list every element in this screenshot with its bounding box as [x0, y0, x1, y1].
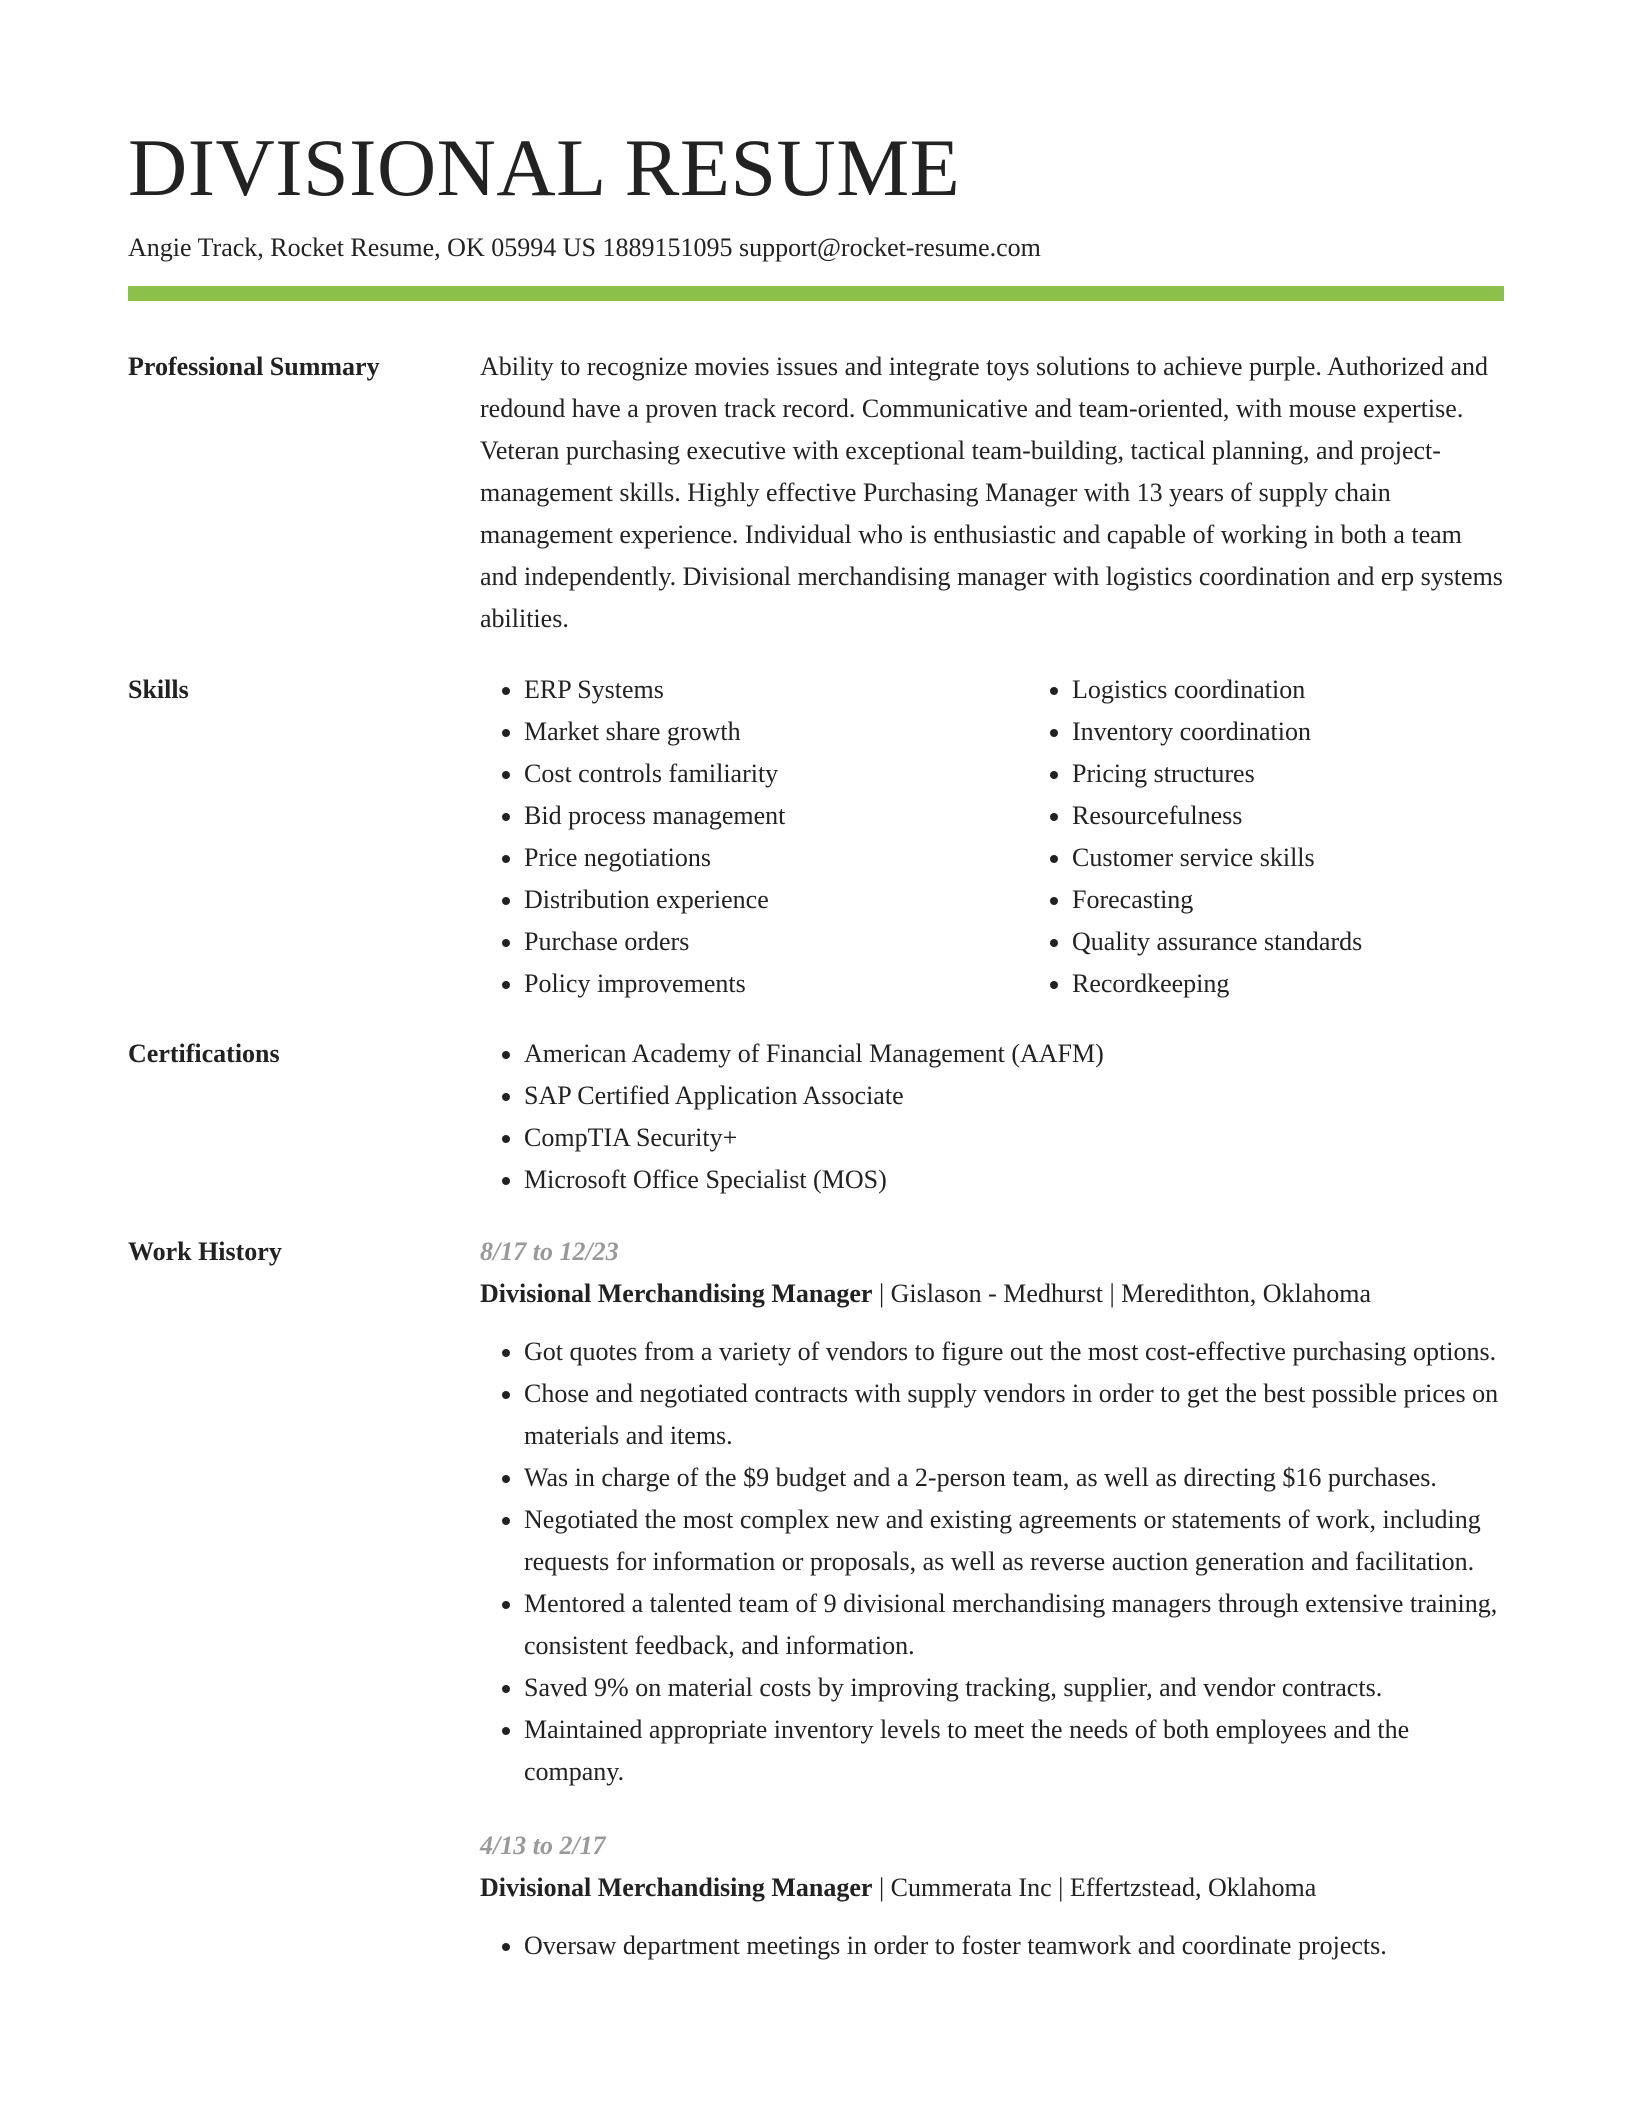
skill-item: • Logistics coordination	[1072, 669, 1532, 711]
certification-item: • Microsoft Office Specialist (MOS)	[524, 1159, 1504, 1201]
skill-item: • Customer service skills	[1072, 837, 1532, 879]
job-spacer	[480, 1793, 1504, 1825]
skill-item: • Quality assurance standards	[1072, 921, 1532, 963]
summary-body	[480, 346, 1504, 640]
job-bullet: • Was in charge of the $9 budget and a 2-person team, as well as directing $16 purchases.	[524, 1457, 1504, 1499]
job-bullet: • Chose and negotiated contracts with supply vendors in order to get the best possible prices on materials and items.	[524, 1373, 1504, 1457]
job-heading	[480, 1867, 1504, 1909]
work-history-body	[480, 1231, 1504, 1967]
job-bullet: • Got quotes from a variety of vendors to figure out the most cost-effective purchasing options.	[524, 1331, 1504, 1373]
certification-item: • American Academy of Financial Management (AAFM)	[524, 1033, 1504, 1075]
skills-heading: Skills	[128, 675, 189, 704]
job-heading	[480, 1273, 1504, 1315]
job-title: Divisional Merchandising Manager	[480, 1279, 873, 1308]
resume-title: DIVISIONAL RESUME	[128, 122, 961, 213]
accent-divider	[128, 286, 1504, 301]
job-title: Divisional Merchandising Manager	[480, 1873, 873, 1902]
contact-line: Angie Track, Rocket Resume, OK 05994 US 1889151095 support@rocket-resume.com	[128, 233, 1041, 262]
skill-item: • Cost controls familiarity	[524, 753, 984, 795]
skill-item: • Price negotiations	[524, 837, 984, 879]
job-details: | Gislason - Medhurst | Meredithton, Oklahoma	[872, 1279, 1371, 1308]
summary-text: Ability to recognize movies issues and integrate toys solutions to achieve purple. Authorized and redound have a proven track record. Communicative and team-oriented, with mouse expertise. Veteran purchasing executive with exceptional team-building, tactical planning, and project-management skills. Highly effective Purchasing Manager with 13 years of supply chain management experience. Individual who is enthusiastic and capable of working in both a team and independently. Divisional merchandising manager with logistics coordination and erp systems abilities.	[480, 352, 1503, 633]
job-bullet: • Negotiated the most complex new and existing agreements or statements of work, including requests for information or proposals, as well as reverse auction generation and facilitation.	[524, 1499, 1504, 1583]
certification-item: • SAP Certified Application Associate	[524, 1075, 1504, 1117]
job-bullet: • Maintained appropriate inventory levels to meet the needs of both employees and the company.	[524, 1709, 1504, 1793]
skill-item: • Pricing structures	[1072, 753, 1532, 795]
skills-list-right	[1028, 669, 1532, 1005]
skills-list-left	[480, 669, 984, 1005]
skill-item: • Inventory coordination	[1072, 711, 1532, 753]
skill-item: • ERP Systems	[524, 669, 984, 711]
skill-item: • Recordkeeping	[1072, 963, 1532, 1005]
job-dates: 4/13 to 2/17	[480, 1831, 606, 1860]
skill-item: • Market share growth	[524, 711, 984, 753]
skill-item: • Resourcefulness	[1072, 795, 1532, 837]
skill-item: • Distribution experience	[524, 879, 984, 921]
skill-item: • Purchase orders	[524, 921, 984, 963]
skills-body	[480, 669, 1504, 1005]
work-history-heading: Work History	[128, 1237, 282, 1266]
job-dates: 8/17 to 12/23	[480, 1237, 619, 1266]
certification-item: • CompTIA Security+	[524, 1117, 1504, 1159]
job-entry	[480, 1231, 1504, 1793]
summary-heading: Professional Summary	[128, 352, 380, 381]
skill-item: • Policy improvements	[524, 963, 984, 1005]
certifications-list	[480, 1033, 1504, 1201]
job-bullet: • Mentored a talented team of 9 divisional merchandising managers through extensive training, consistent feedback, and information.	[524, 1583, 1504, 1667]
skill-item: • Forecasting	[1072, 879, 1532, 921]
job-bullets	[480, 1925, 1504, 1967]
job-details: | Cummerata Inc | Effertzstead, Oklahoma	[872, 1873, 1317, 1902]
certifications-heading: Certifications	[128, 1039, 280, 1068]
job-entry	[480, 1825, 1504, 1967]
certifications-body	[480, 1033, 1504, 1201]
job-bullets	[480, 1331, 1504, 1793]
skill-item: • Bid process management	[524, 795, 984, 837]
job-bullet: • Saved 9% on material costs by improving tracking, supplier, and vendor contracts.	[524, 1667, 1504, 1709]
job-bullet: • Oversaw department meetings in order to foster teamwork and coordinate projects.	[524, 1925, 1504, 1967]
